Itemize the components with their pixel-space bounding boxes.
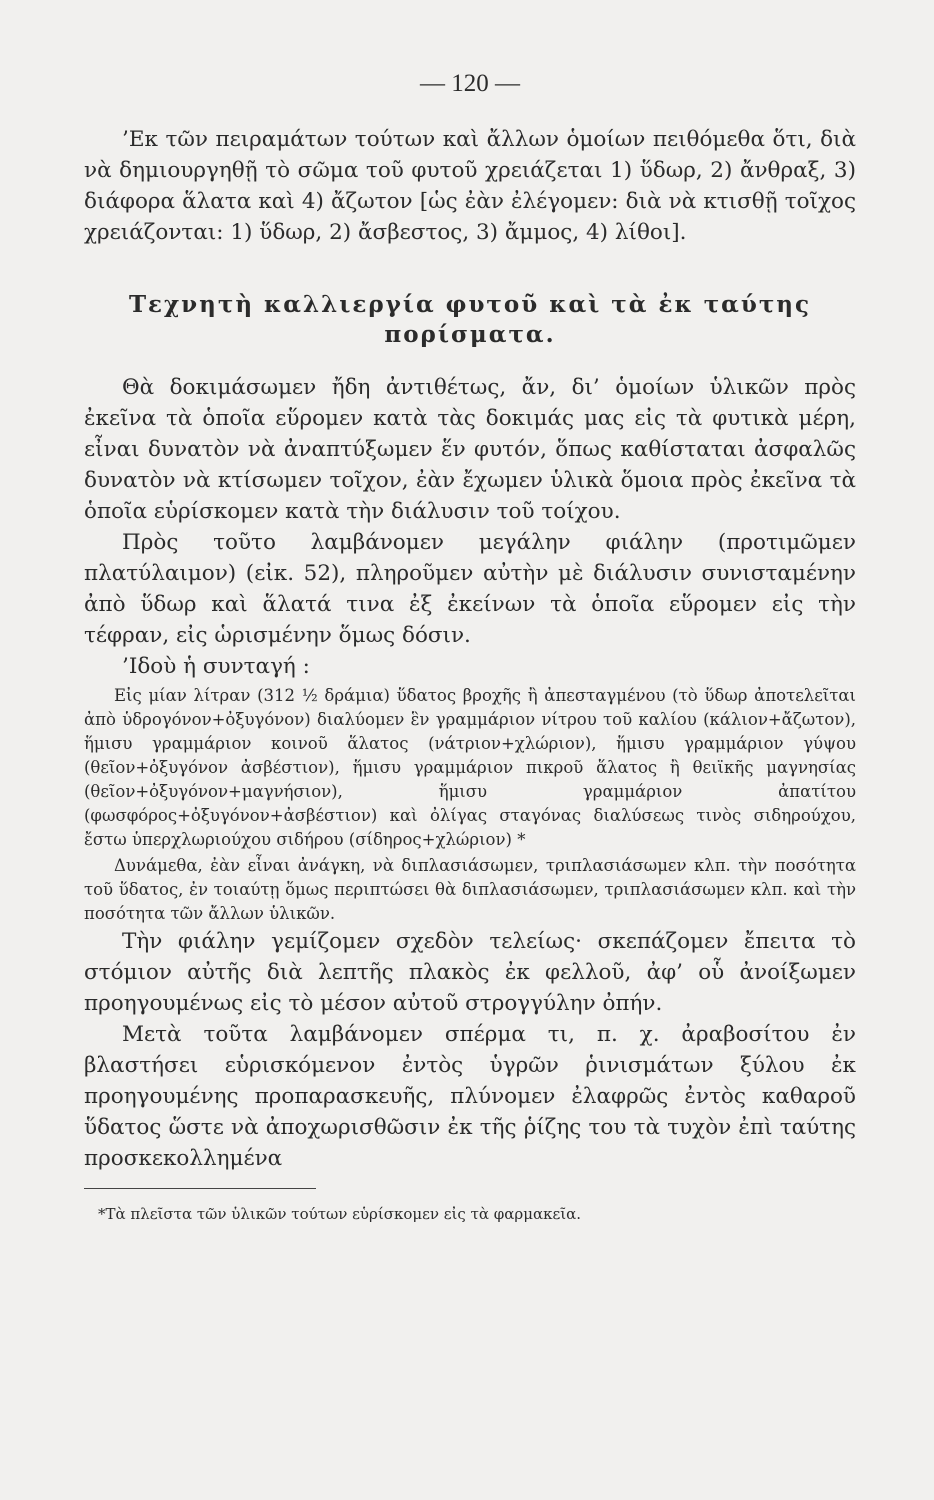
- footnote: *Τὰ πλεῖστα τῶν ὑλικῶν τούτων εὑρίσκομεν εἰς τὰ φαρμακεῖα.: [98, 1205, 582, 1223]
- page-number: — 120 —: [420, 70, 520, 97]
- paragraph-quantity-note: Δυνάμεθα, ἐὰν εἶναι ἀνάγκη, νὰ διπλασιάσωμεν, τριπλασιάσωμεν κλπ. τὴν ποσότητα τοῦ ὕδατος, ἐν τοιαύτῃ ὅμως περιπτώσει θὰ διπλασιάσωμεν, τριπλασιάσωμεν κλπ. καὶ τὴν ποσότητα τῶν ἄλλων ὑλικῶν.: [84, 856, 856, 923]
- paragraph-seed: Μετὰ τοῦτα λαμβάνομεν σπέρμα τι, π. χ. ἀραβοσίτου ἐν βλαστήσει εὑρισκόμενον ἐντὸς ὑγρῶν ῥινισμάτων ξύλου ἐκ προηγουμένης προπαρασκευῆς, πλύνομεν ἐλαφρῶς ἐντὸς καθαροῦ ὕδατος ὥστε νὰ ἀποχωρισθῶσιν ἐκ τῆς ῥίζης του τὰ τυχὸν ἐπὶ ταύτης προσκεκολλημένα: [84, 1022, 856, 1171]
- section-heading-line-1: Τεχνητὴ καλλιεργία φυτοῦ καὶ τὰ ἐκ ταύτης: [128, 291, 812, 318]
- footnote-divider: [84, 1188, 316, 1189]
- paragraph-experiment: Θὰ δοκιμάσωμεν ἤδη ἀντιθέτως, ἄν, δι’ ὁμοίων ὑλικῶν πρὸς ἐκεῖνα τὰ ὁποῖα εὕρομεν κατὰ τὰς δοκιμάς μας εἰς τὰ φυτικὰ μέρη, εἶναι δυνατὸν νὰ ἀναπτύξωμεν ἕν φυτόν, ὅπως καθίσταται ἀσφαλῶς δυνατὸν νὰ κτίσωμεν τοῖχον, ἐὰν ἔχωμεν ὑλικὰ ὅμοια πρὸς ἐκεῖνα τὰ ὁποῖα εὑρίσκομεν κατὰ τὴν διάλυσιν τοῦ τοίχου.: [84, 375, 856, 524]
- paragraph-recipe: Εἰς μίαν λίτραν (312 ½ δράμια) ὕδατος βροχῆς ἢ ἀπεσταγμένου (τὸ ὕδωρ ἀποτελεῖται ἀπὸ ὑδρογόνον+ὀξυγόνον) διαλύομεν ἓν γραμμάριον νίτρου τοῦ καλίου (κάλιον+ἄζωτον), ἥμισυ γραμμάριον κοινοῦ ἅλατος (νάτριον+χλώριον), ἥμισυ γραμμάριον γύψου (θεῖον+ὀξυγόνον ἀσβέστιον), ἥμισυ γραμμάριον πικροῦ ἅλατος ἢ θειϊκῆς μαγνησίας (θεῖον+ὀξυγόνον+μαγνήσιον), ἥμισυ γραμμάριον ἀπατίτου (φωσφόρος+ὀξυγόνον+ἀσβέστιον) καὶ ὀλίγας σταγόνας διαλύσεως τινὸς σιδηρούχου, ἔστω ὑπερχλωριούχου σιδήρου (σίδηρος+χλώριον) *: [84, 686, 856, 849]
- paragraph-flask: Πρὸς τοῦτο λαμβάνομεν μεγάλην φιάλην (προτιμῶμεν πλατύλαιμον) (εἰκ. 52), πληροῦμεν αὐτὴν μὲ διάλυσιν συνισταμένην ἀπὸ ὕδωρ καὶ ἅλατά τινα ἐξ ἐκείνων τὰ ὁποῖα εὕρομεν εἰς τὴν τέφραν, εἰς ὡρισμένην ὅμως δόσιν.: [84, 530, 856, 648]
- paragraph-fill-flask: Τὴν φιάλην γεμίζομεν σχεδὸν τελείως· σκεπάζομεν ἔπειτα τὸ στόμιον αὐτῆς διὰ λεπτῆς πλακὸς ἐκ φελλοῦ, ἀφ’ οὗ ἀνοίξωμεν προηγουμένως εἰς τὸ μέσον αὐτοῦ στρογγύλην ὀπήν.: [84, 929, 856, 1016]
- paragraph-recipe-intro: ’Ιδοὺ ἡ συνταγή :: [122, 654, 310, 679]
- section-heading: [84, 290, 856, 350]
- section-heading-line-2: πορίσματα.: [384, 321, 556, 348]
- paragraph-intro: ’Εκ τῶν πειραμάτων τούτων καὶ ἄλλων ὁμοίων πειθόμεθα ὅτι, διὰ νὰ δημιουργηθῇ τὸ σῶμα τοῦ φυτοῦ χρειάζεται 1) ὕδωρ, 2) ἄνθραξ, 3) διάφορα ἅλατα καὶ 4) ἄζωτον [ὡς ἐὰν ἐλέγομεν: διὰ νὰ κτισθῇ τοῖχος χρειάζονται: 1) ὕδωρ, 2) ἄσβεστος, 3) ἄμμος, 4) λίθοι].: [84, 127, 856, 245]
